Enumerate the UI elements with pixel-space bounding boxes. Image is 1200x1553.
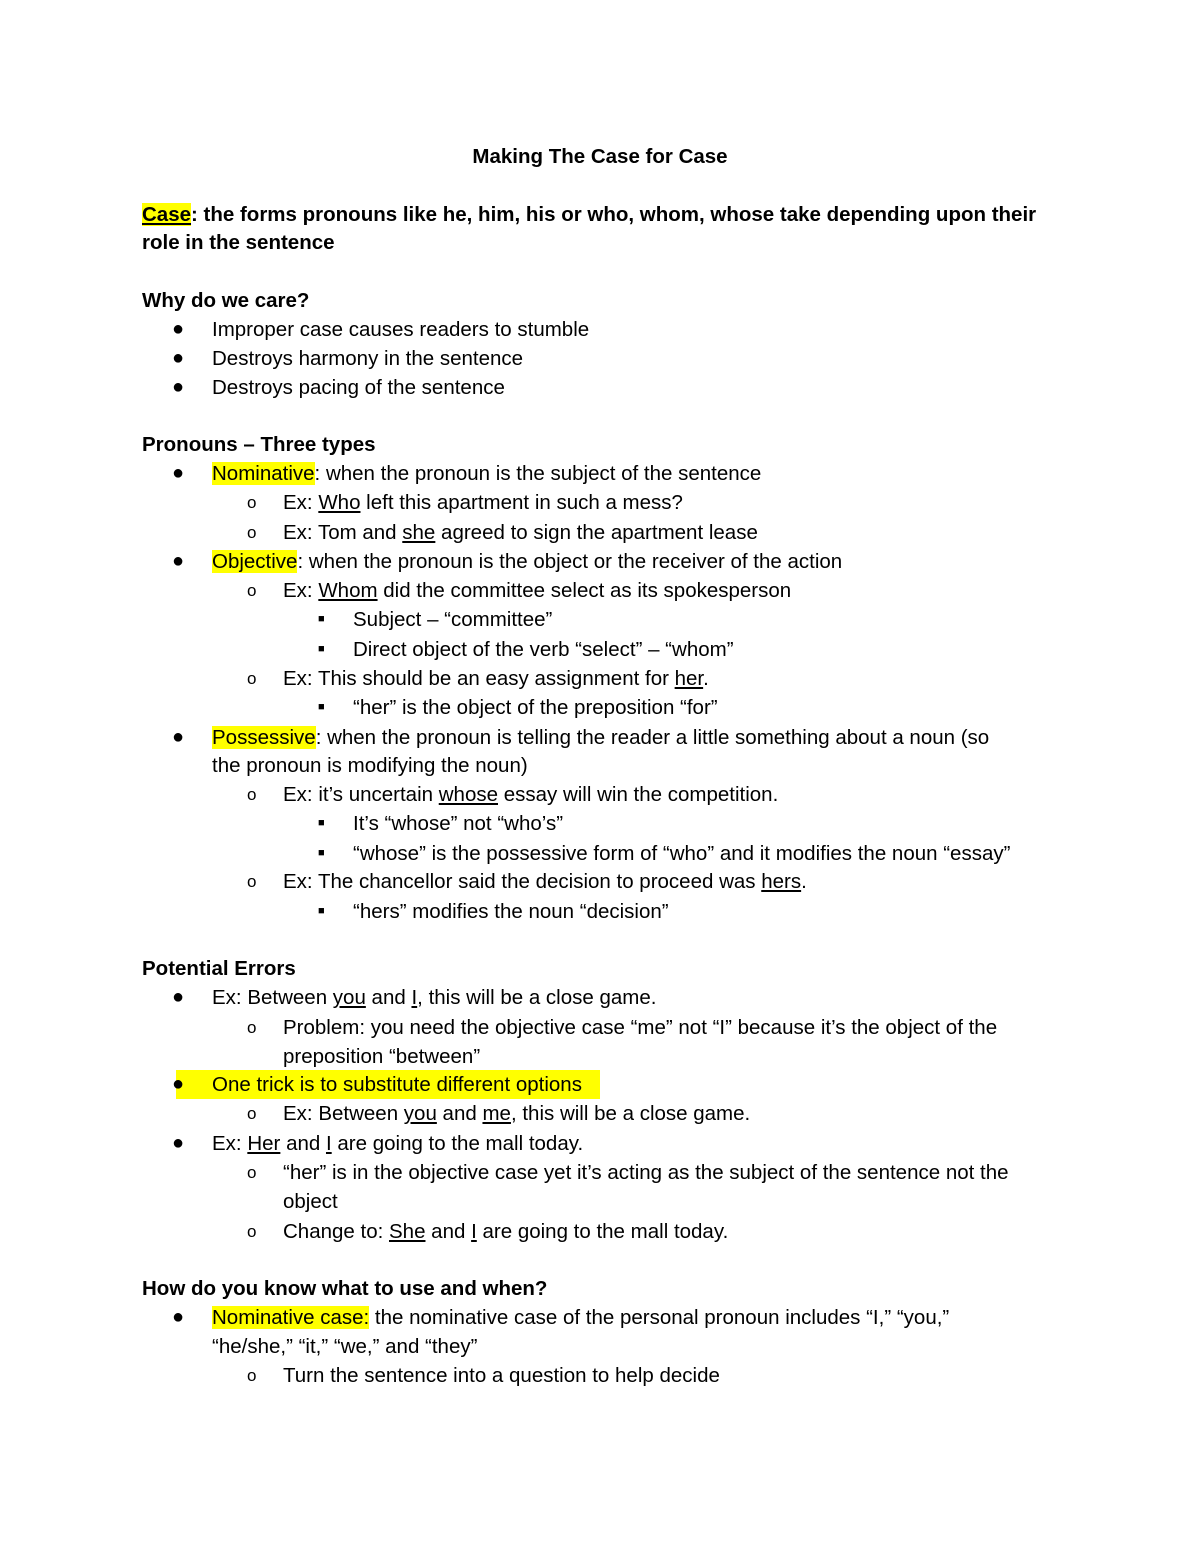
nominative-case-term: Nominative case: bbox=[212, 1306, 370, 1329]
possessive-example-2-note: ■ “hers” modifies the noun “decision” bbox=[142, 897, 1140, 926]
bullet-icon: ● bbox=[172, 1073, 185, 1095]
case-definition: Case: the forms pronouns like he, him, his or who, whom, whose take depending upon their bbox=[142, 203, 1037, 226]
pronouns-heading: Pronouns – Three types bbox=[142, 433, 376, 456]
errors-trick-example: o Ex: Between you and me, this will be a close game. bbox=[142, 1099, 1140, 1128]
bullet-icon: ● bbox=[172, 462, 185, 484]
circle-bullet-icon: o bbox=[247, 581, 257, 600]
nominative-item: ● Nominative: when the pronoun is the subject of the sentence bbox=[142, 459, 1140, 488]
bullet-icon: ● bbox=[172, 1306, 185, 1328]
circle-bullet-icon: o bbox=[247, 523, 257, 542]
square-bullet-icon: ■ bbox=[318, 847, 325, 859]
errors-example-2-note-cont: object bbox=[283, 1190, 338, 1213]
circle-bullet-icon: o bbox=[247, 1163, 257, 1182]
howto-heading: How do you know what to use and when? bbox=[142, 1277, 548, 1300]
possessive-example-2: o Ex: The chancellor said the decision to proceed was hers. bbox=[142, 867, 1140, 896]
nominative-example-1: o Ex: Who left this apartment in such a mess? bbox=[142, 488, 1140, 517]
square-bullet-icon: ■ bbox=[318, 905, 325, 917]
errors-example-2: ● Ex: Her and I are going to the mall today. bbox=[142, 1129, 1140, 1158]
square-bullet-icon: ■ bbox=[318, 643, 325, 655]
errors-example-1-problem: o Problem: you need the objective case “me” not “I” because it’s the object of the bbox=[142, 1013, 1140, 1042]
possessive-example-1-note-2: ■ “whose” is the possessive form of “who” and it modifies the noun “essay” bbox=[142, 839, 1140, 868]
why-heading: Why do we care? bbox=[142, 289, 310, 312]
possessive-example-1-note-1: ■ It’s “whose” not “who’s” bbox=[142, 809, 1140, 838]
why-item-2: ● Destroys harmony in the sentence bbox=[142, 344, 1140, 373]
page-title: Making The Case for Case bbox=[472, 145, 728, 168]
square-bullet-icon: ■ bbox=[318, 613, 325, 625]
objective-example-2-note: ■ “her” is the object of the preposition “for” bbox=[142, 693, 1140, 722]
circle-bullet-icon: o bbox=[247, 1222, 257, 1241]
objective-item: ● Objective: when the pronoun is the object or the receiver of the action bbox=[142, 547, 1140, 576]
objective-term: Objective bbox=[212, 550, 298, 573]
square-bullet-icon: ■ bbox=[318, 817, 325, 829]
errors-example-2-fix: o Change to: She and I are going to the mall today. bbox=[142, 1217, 1140, 1246]
errors-example-1-problem-cont: preposition “between” bbox=[283, 1045, 481, 1068]
errors-example-2-note: o “her” is in the objective case yet it’s acting as the subject of the sentence not the bbox=[142, 1158, 1140, 1187]
nominative-term: Nominative bbox=[212, 462, 315, 485]
howto-nominative-tip: o Turn the sentence into a question to help decide bbox=[142, 1361, 1140, 1390]
circle-bullet-icon: o bbox=[247, 1366, 257, 1385]
circle-bullet-icon: o bbox=[247, 1018, 257, 1037]
bullet-icon: ● bbox=[172, 550, 185, 572]
nominative-example-2: o Ex: Tom and she agreed to sign the apartment lease bbox=[142, 518, 1140, 547]
objective-example-1-note-2: ■ Direct object of the verb “select” – “whom” bbox=[142, 635, 1140, 664]
bullet-icon: ● bbox=[172, 986, 185, 1008]
circle-bullet-icon: o bbox=[247, 669, 257, 688]
errors-heading: Potential Errors bbox=[142, 957, 296, 980]
circle-bullet-icon: o bbox=[247, 1104, 257, 1123]
objective-example-1-note-1: ■ Subject – “committee” bbox=[142, 605, 1140, 634]
objective-example-2: o Ex: This should be an easy assignment for her. bbox=[142, 664, 1140, 693]
why-item-3: ● Destroys pacing of the sentence bbox=[142, 373, 1140, 402]
howto-nominative-item: ● Nominative case: the nominative case of the personal pronoun includes “I,” “you,” bbox=[142, 1303, 1140, 1332]
errors-trick: ● One trick is to substitute different options bbox=[142, 1070, 1140, 1099]
circle-bullet-icon: o bbox=[247, 872, 257, 891]
case-definition-cont: role in the sentence bbox=[142, 231, 335, 254]
objective-example-1: o Ex: Whom did the committee select as its spokesperson bbox=[142, 576, 1140, 605]
howto-nominative-item-cont: “he/she,” “it,” “we,” and “they” bbox=[212, 1335, 478, 1358]
errors-example-1: ● Ex: Between you and I, this will be a close game. bbox=[142, 983, 1140, 1012]
possessive-item-cont: the pronoun is modifying the noun) bbox=[212, 754, 528, 777]
square-bullet-icon: ■ bbox=[318, 701, 325, 713]
possessive-item: ● Possessive: when the pronoun is telling the reader a little something about a noun (so bbox=[142, 723, 1140, 752]
case-term: Case bbox=[142, 203, 192, 226]
bullet-icon: ● bbox=[172, 347, 185, 369]
possessive-term: Possessive bbox=[212, 726, 316, 749]
bullet-icon: ● bbox=[172, 376, 185, 398]
why-item-1: ● Improper case causes readers to stumble bbox=[142, 315, 1140, 344]
possessive-example-1: o Ex: it’s uncertain whose essay will win the competition. bbox=[142, 780, 1140, 809]
bullet-icon: ● bbox=[172, 318, 185, 340]
circle-bullet-icon: o bbox=[247, 493, 257, 512]
bullet-icon: ● bbox=[172, 726, 185, 748]
bullet-icon: ● bbox=[172, 1132, 185, 1154]
circle-bullet-icon: o bbox=[247, 785, 257, 804]
